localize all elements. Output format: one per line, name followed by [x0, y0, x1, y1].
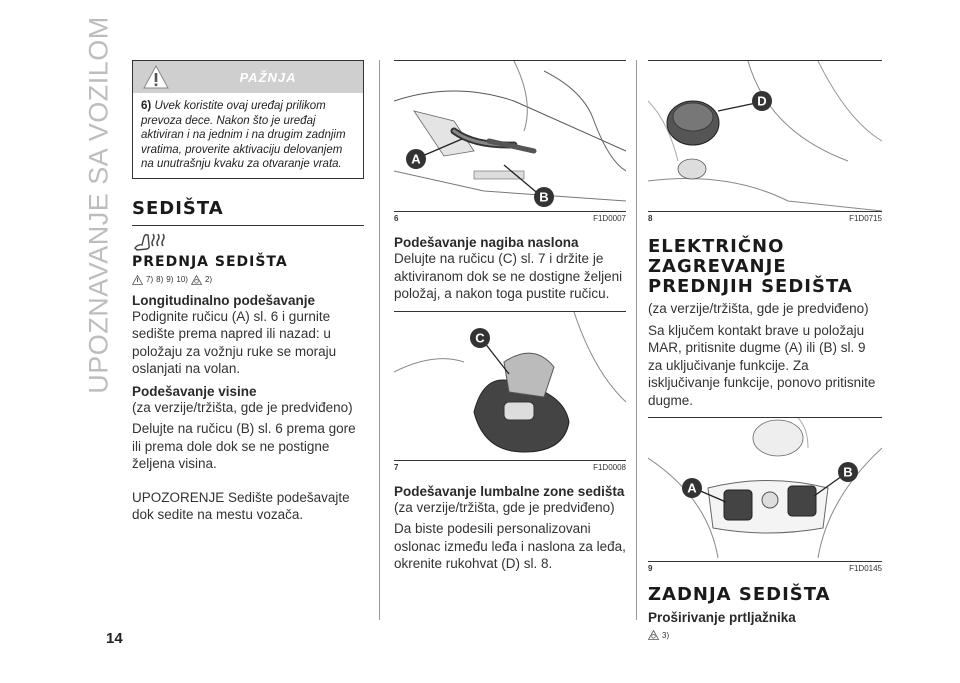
- heading-height: Podešavanje visine: [132, 383, 257, 399]
- figure-6-label-b: B: [539, 189, 549, 205]
- figure-number: 6: [394, 214, 399, 223]
- figure-number: 7: [394, 462, 399, 472]
- heated-seat-icon: [132, 230, 168, 252]
- warning-body: [133, 93, 363, 178]
- warning-box: [132, 60, 364, 179]
- figure-7: [394, 311, 626, 461]
- column-divider: [379, 60, 380, 620]
- figure-9-label-b: B: [843, 464, 853, 480]
- figure-6-caption: [394, 214, 626, 223]
- column-2: [394, 60, 626, 573]
- seat-lever-illustration: [394, 61, 626, 212]
- caution-small-icon: [191, 275, 202, 285]
- page-number: 14: [106, 630, 123, 647]
- figure-code: F1D0715: [849, 214, 882, 223]
- warning-title: PAŽNJA: [239, 70, 297, 85]
- warning-text: Uvek koristite ovaj uređaj prilikom prevoza dece. Nakon što je uređaj aktiviran i na jednim i na drugim zadnjim vratima, proverite aktivaciju delovanjem na unutrašnju kvaku za otvaranje vrata.: [141, 100, 346, 170]
- section-title-seats: SEDIŠTA: [132, 197, 224, 219]
- figure-number: 9: [648, 564, 653, 573]
- heading-trunk: Proširivanje prtljažnika: [648, 610, 796, 625]
- figure-6: [394, 60, 626, 212]
- figure-number: 8: [648, 214, 653, 223]
- subsection-title-front-seats: PREDNJA SEDIŠTA: [132, 253, 288, 270]
- column-3: [648, 60, 882, 646]
- ref: 7): [146, 275, 154, 284]
- text-warning: UPOZORENJE Sedište podešavajte dok sedite na mestu vozača.: [132, 489, 350, 522]
- figure-code: F1D0145: [849, 564, 882, 573]
- ref: 8): [156, 275, 164, 284]
- figure-8-label-d: D: [757, 93, 767, 109]
- column-1: [132, 60, 364, 524]
- figure-code: F1D0007: [593, 214, 626, 223]
- text-lumbar: Da biste podesili personalizovani oslonac između leđa i naslona za leđa, okrenite rukohvat (D) sl. 8.: [394, 521, 626, 571]
- figure-9: [648, 417, 882, 562]
- heading-longitudinal: Longitudinalno podešavanje: [132, 292, 316, 308]
- figure-8-caption: [648, 214, 882, 223]
- text-lumbar-note: (za verzije/tržišta, gde je predviđeno): [394, 499, 615, 515]
- column-divider: [636, 60, 637, 620]
- warning-number: 6): [141, 100, 152, 112]
- section-title-heating: ELEKTRIČNO ZAGREVANJE PREDNJIH SEDIŠTA: [648, 236, 853, 297]
- text-tilt: Delujte na ručicu (C) sl. 7 i držite je aktiviranom dok se ne dostigne željeni položaj, a nakon toga pustite ručicu.: [394, 251, 623, 301]
- text-heating: Sa ključem kontakt brave u položaju MAR, pritisnite dugme (A) ili (B) sl. 9 za uključivanje funkcije. Za isključivanje funkcije, ponovo pritisnite dugme.: [648, 322, 876, 408]
- figure-7-caption: [394, 463, 626, 472]
- caution-small-icon: [648, 630, 659, 640]
- section-title-rear-seats: ZADNJA SEDIŠTA: [648, 584, 831, 605]
- references: [648, 628, 882, 642]
- recline-lever-illustration: [394, 312, 626, 461]
- section-side-tab: [83, 16, 114, 394]
- figure-6-label-a: A: [411, 151, 421, 167]
- figure-9-label-a: A: [687, 480, 697, 496]
- text-height: Delujte na ručicu (B) sl. 6 prema gore ili prema dole dok se ne postigne željena visina.: [132, 421, 356, 471]
- ref: 2): [204, 275, 213, 284]
- lumbar-knob-illustration: [648, 61, 882, 212]
- figure-8: [648, 60, 882, 212]
- heated-seat-buttons-illustration: [648, 418, 882, 562]
- divider: [132, 225, 364, 226]
- ref: 9): [166, 275, 174, 284]
- ref: 3): [662, 630, 670, 640]
- references: [132, 273, 364, 287]
- text-longitudinal: Podignite ručicu (A) sl. 6 i gurnite sedište prema napred ili nazad: u položaju za vožnju ruke se moraju oslanjati na volan.: [132, 308, 337, 376]
- heading-lumbar: Podešavanje lumbalne zone sedišta: [394, 483, 625, 499]
- ref: 10): [176, 275, 188, 284]
- warning-header: [133, 61, 363, 93]
- figure-code: F1D0008: [593, 462, 626, 472]
- figure-9-caption: [648, 564, 882, 573]
- figure-7-label-c: C: [475, 330, 485, 345]
- heading-tilt: Podešavanje nagiba naslona: [394, 235, 579, 250]
- warning-small-icon: [132, 275, 143, 285]
- text-heating-note: (za verzije/tržišta, gde je predviđeno): [648, 301, 869, 316]
- text-height-note: (za verzije/tržišta, gde je predviđeno): [132, 399, 353, 415]
- section-side-tab-label: UPOZNAVANJE SA VOZILOM: [83, 16, 114, 394]
